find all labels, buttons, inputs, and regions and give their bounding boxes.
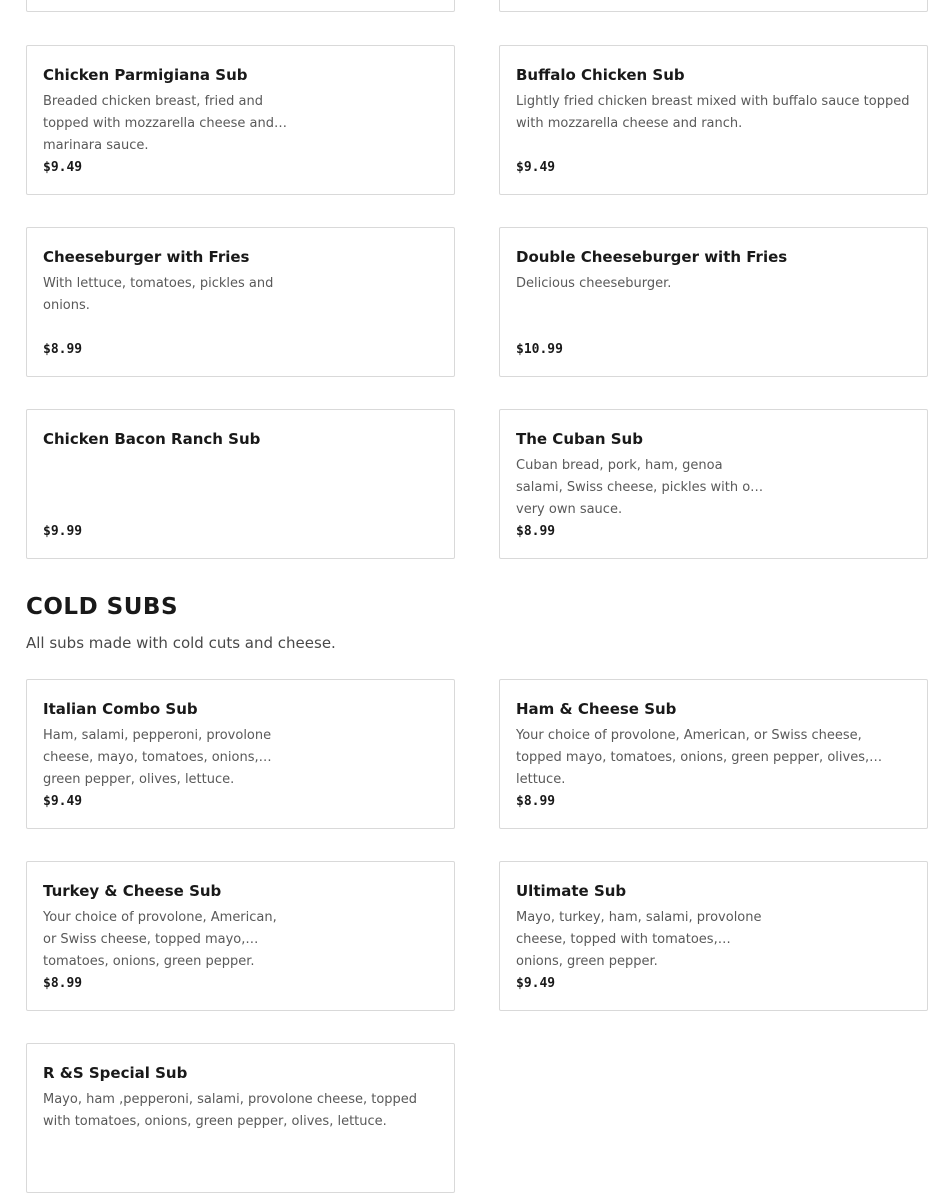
- item-description: Your choice of provolone, American, or Swiss cheese, topped mayo, tomatoes, onions, green pepper.: [43, 910, 277, 969]
- item-price: $8.99: [43, 342, 83, 357]
- menu-item-card[interactable]: [499, 861, 928, 1011]
- menu-item-card-partial[interactable]: [26, 0, 455, 12]
- item-name: Chicken Parmigiana Sub: [43, 66, 248, 84]
- item-name: The Cuban Sub: [516, 430, 643, 448]
- section-title: COLD SUBS: [26, 594, 179, 620]
- item-description: Mayo, turkey, ham, salami, provolone cheese, topped with tomatoes, onions, green pepper.: [516, 910, 762, 969]
- item-price: $8.99: [43, 976, 83, 991]
- item-description: Your choice of provolone, American, or Swiss cheese, topped mayo, tomatoes, onions, green pepper, olives, lettuce.: [516, 728, 870, 787]
- item-description: Ham, salami, pepperoni, provolone cheese, mayo, tomatoes, onions, green pepper, olives, lettuce.: [43, 728, 272, 787]
- item-description: Mayo, ham ,pepperoni, salami, provolone cheese, topped with tomatoes, onions, green pepper, olives, lettuce.: [43, 1092, 418, 1129]
- menu-item-card[interactable]: [26, 1043, 455, 1193]
- item-name: Buffalo Chicken Sub: [516, 66, 685, 84]
- item-name: Cheeseburger with Fries: [43, 248, 250, 266]
- menu-item-card[interactable]: [26, 45, 455, 195]
- menu-item-card-partial[interactable]: [499, 0, 928, 12]
- item-name: R &S Special Sub: [43, 1064, 188, 1082]
- menu-item-card[interactable]: [499, 409, 928, 559]
- item-name: Chicken Bacon Ranch Sub: [43, 430, 261, 448]
- item-description: Breaded chicken breast, fried and topped with mozzarella cheese and marinara sauce.: [43, 94, 275, 153]
- item-description: With lettuce, tomatoes, pickles and onions.: [43, 276, 274, 313]
- item-description: Cuban bread, pork, ham, genoa salami, Swiss cheese, pickles with our very own sauce.: [516, 458, 764, 517]
- item-name: Turkey & Cheese Sub: [43, 882, 222, 900]
- item-price: $9.49: [43, 794, 83, 809]
- item-name: Ultimate Sub: [516, 882, 627, 900]
- item-price: $8.99: [516, 524, 556, 539]
- item-price: $9.49: [43, 160, 83, 175]
- item-price: $9.49: [516, 160, 556, 175]
- item-price: $9.99: [43, 524, 83, 539]
- menu-item-card[interactable]: [499, 679, 928, 829]
- item-price: $10.99: [516, 342, 563, 357]
- item-description: Lightly fried chicken breast mixed with buffalo sauce topped with mozzarella cheese and ranch.: [516, 94, 910, 131]
- menu-item-card[interactable]: [26, 409, 455, 559]
- section-subtitle: All subs made with cold cuts and cheese.: [26, 634, 336, 652]
- menu-item-card[interactable]: [499, 45, 928, 195]
- item-price: $9.49: [516, 976, 556, 991]
- item-price: $8.99: [516, 794, 556, 809]
- item-name: Double Cheeseburger with Fries: [516, 248, 788, 266]
- menu-item-card[interactable]: [26, 227, 455, 377]
- item-name: Italian Combo Sub: [43, 700, 198, 718]
- item-name: Ham & Cheese Sub: [516, 700, 677, 718]
- item-description: Delicious cheeseburger.: [516, 276, 672, 291]
- menu-item-card[interactable]: [26, 861, 455, 1011]
- menu-item-card[interactable]: [26, 679, 455, 829]
- menu-item-card[interactable]: [499, 227, 928, 377]
